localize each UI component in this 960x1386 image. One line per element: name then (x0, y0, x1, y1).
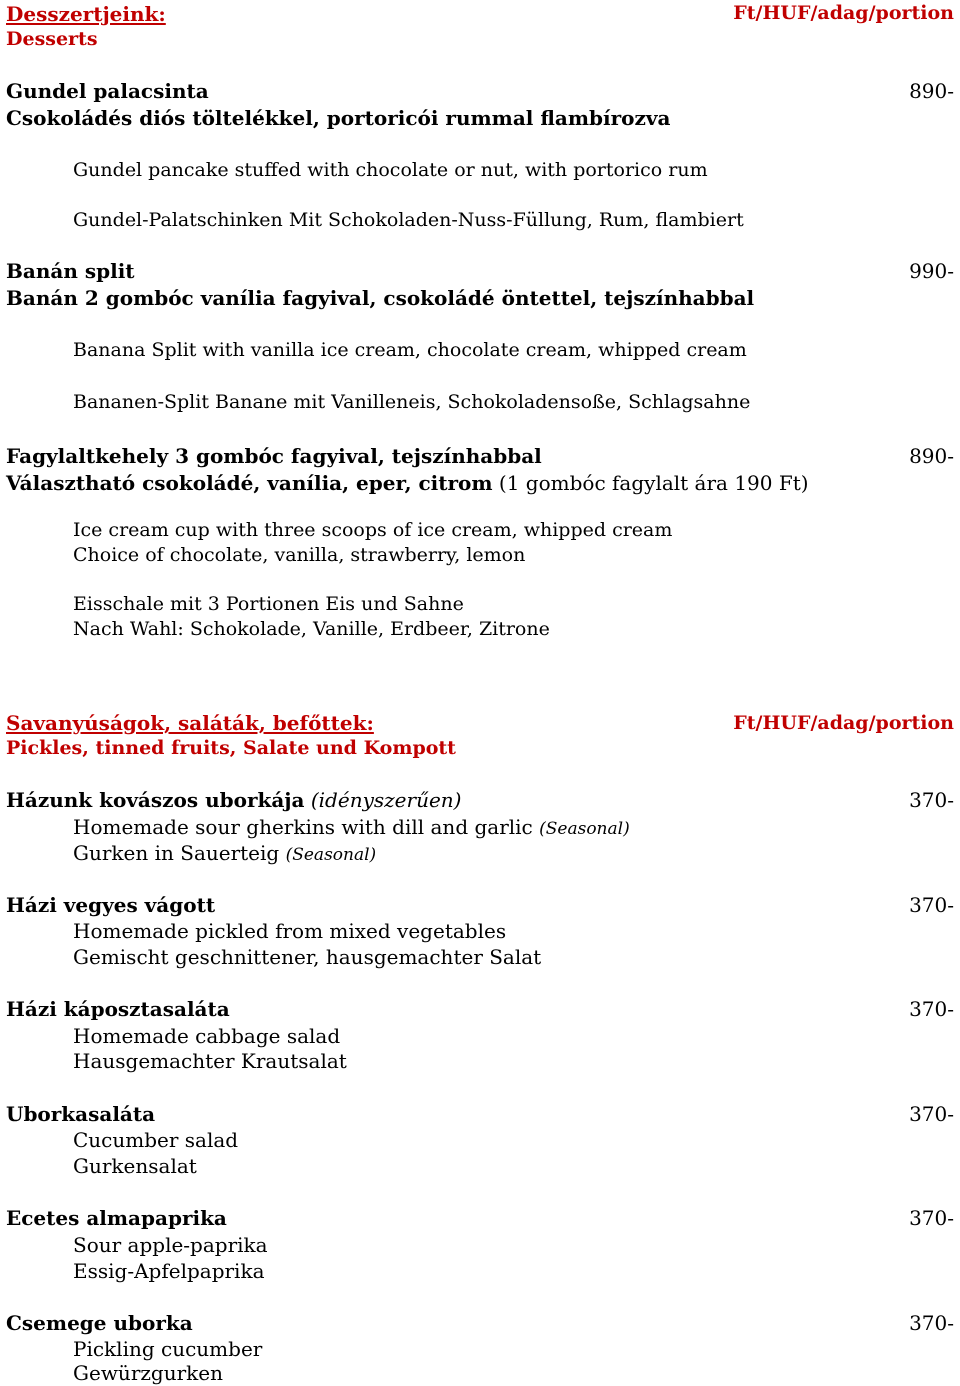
dessert-desc-en: Gundel pancake stuffed with chocolate or nut, with portorico rum (73, 159, 708, 181)
pickle-desc-de: Hausgemachter Krautsalat (73, 1049, 347, 1073)
pickle-name-note: (idényszerűen) (310, 788, 462, 812)
pickle-desc-en-note: (Seasonal) (539, 819, 630, 839)
pickle-desc-en: Pickling cucumber (73, 1337, 263, 1361)
dessert-desc-de: Bananen-Split Banane mit Vanilleneis, Schokoladensoße, Schlagsahne (73, 391, 751, 413)
dessert-desc-hu-line (6, 473, 809, 493)
pickle-desc-en: Homemade sour gherkins with dill and garlic (73, 815, 533, 839)
pickle-desc-de: Gemischt geschnittener, hausgemachter Salat (73, 945, 542, 969)
dessert-name: Gundel palacsinta (6, 79, 209, 103)
pickle-price: 370- (909, 1102, 954, 1126)
pickle-price: 370- (909, 1311, 954, 1335)
pickle-name: Házi vegyes vágott (6, 893, 216, 917)
dessert-name: Banán split (6, 259, 135, 283)
dessert-desc-en: Ice cream cup with three scoops of ice cream, whipped cream (73, 519, 673, 541)
desserts-unit: Ft/HUF/adag/portion (733, 2, 954, 24)
dessert-desc-de-2: Nach Wahl: Schokolade, Vanille, Erdbeer, Zitrone (73, 618, 550, 640)
pickle-desc-de-line (73, 843, 376, 864)
dessert-price-note: (1 gombóc fagylalt ára 190 Ft) (498, 471, 809, 495)
pickle-desc-en: Homemade pickled from mixed vegetables (73, 919, 507, 943)
dessert-price: 890- (909, 444, 954, 468)
dessert-desc-hu: Banán 2 gombóc vanília fagyival, csokoládé öntettel, tejszínhabbal (6, 286, 755, 310)
pickle-name: Házi káposztasaláta (6, 997, 230, 1021)
dessert-desc-hu: Választható csokoládé, vanília, eper, citrom (6, 471, 493, 495)
pickle-price: 370- (909, 1206, 954, 1230)
pickle-desc-en: Cucumber salad (73, 1128, 239, 1152)
dessert-desc-hu: Csokoládés diós töltelékkel, portoricói rummal flambírozva (6, 106, 671, 130)
pickle-desc-en: Sour apple-paprika (73, 1233, 268, 1257)
pickle-name: Uborkasaláta (6, 1102, 156, 1126)
pickles-title-hu: Savanyúságok, saláták, befőttek: (6, 711, 374, 735)
pickle-name: Ecetes almapaprika (6, 1206, 227, 1230)
dessert-desc-de: Gundel-Palatschinken Mit Schokoladen-Nuss-Füllung, Rum, flambiert (73, 209, 744, 231)
pickle-price: 370- (909, 893, 954, 917)
pickle-price: 370- (909, 788, 954, 812)
pickle-desc-de: Essig-Apfelpaprika (73, 1259, 265, 1283)
pickle-price: 370- (909, 997, 954, 1021)
dessert-name: Fagylaltkehely 3 gombóc fagyival, tejszínhabbal (6, 444, 542, 468)
desserts-title-hu: Desszertjeink: (6, 2, 166, 26)
dessert-desc-en: Banana Split with vanilla ice cream, chocolate cream, whipped cream (73, 339, 747, 361)
pickle-desc-de: Gurkensalat (73, 1154, 197, 1178)
dessert-price: 890- (909, 79, 954, 103)
pickle-name-line (6, 790, 461, 810)
pickle-name: Csemege uborka (6, 1311, 193, 1335)
dessert-desc-en-2: Choice of chocolate, vanilla, strawberry, lemon (73, 544, 526, 566)
dessert-price: 990- (909, 259, 954, 283)
pickle-desc-de: Gurken in Sauerteig (73, 841, 280, 865)
pickle-desc-en: Homemade cabbage salad (73, 1024, 341, 1048)
pickles-title-en: Pickles, tinned fruits, Salate und Kompott (6, 737, 456, 759)
dessert-desc-de: Eisschale mit 3 Portionen Eis und Sahne (73, 593, 464, 615)
pickles-unit: Ft/HUF/adag/portion (733, 712, 954, 734)
pickle-name: Házunk kovászos uborkája (6, 788, 305, 812)
pickle-desc-de-note: (Seasonal) (285, 845, 377, 865)
desserts-title-en: Desserts (6, 28, 98, 50)
pickle-desc-en-line (73, 817, 630, 838)
pickle-desc-de: Gewürzgurken (73, 1361, 223, 1385)
